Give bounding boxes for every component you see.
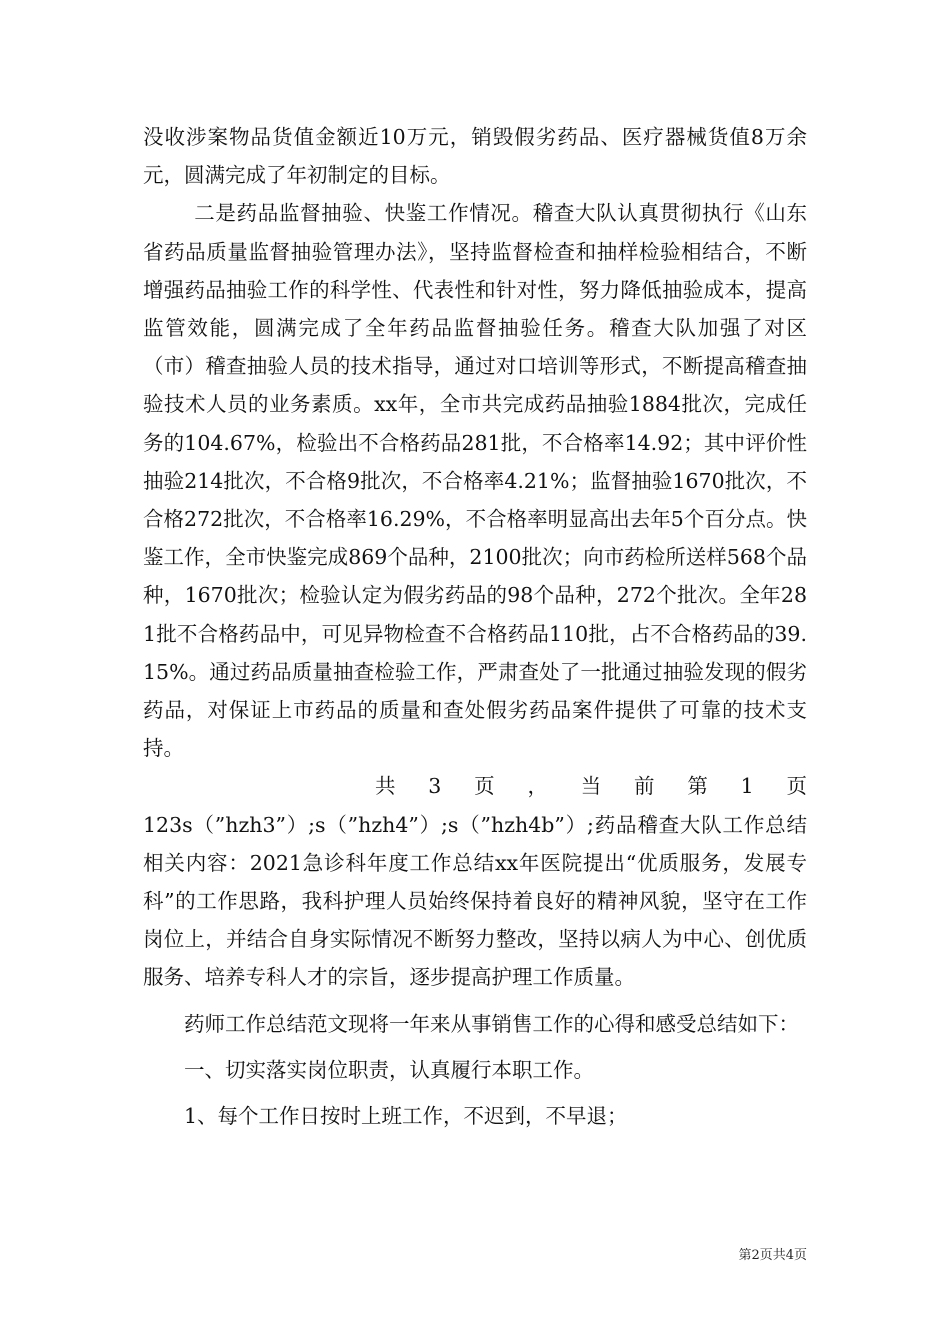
pager-token: 当 bbox=[580, 774, 602, 799]
paragraph-4: 药师工作总结范文现将一年来从事销售工作的心得和感受总结如下： bbox=[184, 1011, 799, 1036]
pager-token: ， bbox=[527, 774, 548, 799]
pager-token: 共 bbox=[375, 774, 396, 799]
pager-token: 页 bbox=[786, 774, 807, 799]
page-counter-line bbox=[143, 767, 807, 805]
document-body bbox=[143, 118, 807, 1135]
paragraph-5: 一、切实落实岗位职责，认真履行本职工作。 bbox=[184, 1057, 594, 1082]
pager-token: 页 bbox=[474, 774, 495, 799]
paragraph-6: 1、每个工作日按时上班工作，不迟到，不早退； bbox=[184, 1104, 628, 1129]
page-footer-label: 第2页共4页 bbox=[738, 1248, 807, 1263]
pager-token: 3 bbox=[428, 774, 442, 799]
paragraph-2: 二是药品监督抽验、快鉴工作情况。稽查大队认真贯彻执行《山东省药品质量监督抽验管理办法》，坚持监督检查和抽样检验相结合，不断增强药品抽验工作的科学性、代表性和针对性，努力降低抽验成本，提高监管效能，圆满完成了全年药品监督抽验任务。稽查大队加强了对区（市）稽查抽验人员的技术指导，通过对口培训等形式，不断提高稽查抽验技术人员的业务素质。xx年，全市共完成药品抽验1884批次，完成任务的104.67%，检验出不合格药品281批，不合格率14.92；其中评价性抽验214批次，不合格9批次，不合格率4.21%；监督抽验1670批次，不合格272批次，不合格率16.29%，不合格率明显高出去年5个百分点。快鉴工作，全市快鉴完成869个品种，2100批次；向市药检所送样568个品种，1670批次；检验认定为假劣药品的98个品种，272个批次。全年281批不合格药品中，可见异物检查不合格药品110批，占不合格药品的39.15%。通过药品质量抽查检验工作，严肃查处了一批通过抽验发现的假劣药品，对保证上市药品的质量和查处假劣药品案件提供了可靠的技术支持。 bbox=[143, 201, 807, 761]
paragraph-3: 123s（”hzh3”）;s（”hzh4”）;s（”hzh4b”）;药品稽查大队工作总结相关内容：2021急诊科年度工作总结xx年医院提出“优质服务，发展专科”的工作思路，我科护理人员始终保持着良好的精神风貌，坚守在工作岗位上，并结合自身实际情况不断努力整改，坚持以病人为中心、创优质服务、培养专科人才的宗旨，逐步提高护理工作质量。 bbox=[143, 812, 807, 990]
paragraph-1: 没收涉案物品货值金额近10万元，销毁假劣药品、医疗器械货值8万余元，圆满完成了年初制定的目标。 bbox=[143, 125, 807, 188]
pager-token: 1 bbox=[740, 774, 754, 799]
pager-token: 第 bbox=[687, 774, 708, 799]
pager-token: 前 bbox=[634, 774, 655, 799]
